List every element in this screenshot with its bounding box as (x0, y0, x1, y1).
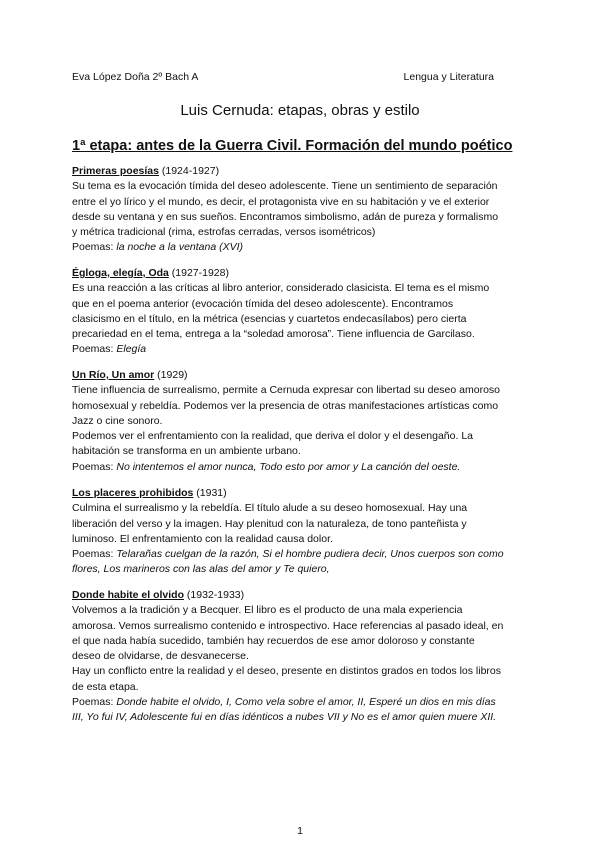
poems-label: Poemas: (72, 460, 117, 473)
work-block-egloga (72, 266, 504, 358)
work-block-placeres (72, 486, 504, 578)
work-paragraph: Su tema es la evocación tímida del deseo adolescente. Tiene un sentimiento de separación entre el yo lírico y el mundo, es decir, el protagonista vive en su habitación y ve el exterior desde su ventana y en sus sueños. Encontramos simbolismo, adán de pureza y formalismo y métrica tradicional (rima, estrofas cerradas, versos isométricos) (72, 180, 499, 239)
work-title: Égloga, elegía, Oda (72, 267, 169, 279)
work-years: (1932-1933) (184, 589, 245, 601)
work-poems (72, 547, 504, 578)
work-title: Un Río, Un amor (72, 369, 155, 381)
header-author: Eva López Doña 2º Bach A (72, 71, 199, 83)
poems-label: Poemas: (72, 548, 117, 561)
work-paragraph: Tiene influencia de surrealismo, permite a Cernuda expresar con libertad su deseo amoroso homosexual y rebeldía. Podemos ver la presencia de otras manifestaciones artísticas como Jazz o cine sonoro. (72, 384, 501, 427)
page-number: 1 (297, 825, 303, 837)
document-title: Luis Cernuda: etapas, obras y estilo (180, 102, 420, 119)
poems-list: Telarañas cuelgan de la razón, Si el hombre pudiera decir, Unos cuerpos son como flores, Los marineros con las alas del amor y Te quiero, (72, 548, 504, 576)
work-block-donde-habite (72, 588, 504, 726)
work-paragraph: Volvemos a la tradición y a Becquer. El libro es el producto de una mala experiencia amorosa. Vemos surrealismo contenido e introspectivo. Hace referencias al pasado ideal, en el que nada había sucedido, también hay recuerdos de ese amor doloroso y constante deseo de olvidarse, de desvanecerse. (72, 604, 504, 663)
poems-label: Poemas: (72, 696, 117, 709)
page-header (72, 71, 494, 85)
work-years: (1927-1928) (168, 267, 229, 279)
header-subject: Lengua y Literatura (403, 71, 494, 83)
work-paragraph: Culmina el surrealismo y la rebeldía. El título alude a su deseo homosexual. Hay una liberación del verso y la imagen. Hay plenitud con la naturaleza, de tono panteñista y luminoso. El enfrentamiento con la realidad causa dolor. (72, 502, 468, 545)
work-block-primeras-poesias (72, 164, 504, 256)
work-poems (72, 240, 504, 255)
work-years: (1924-1927) (158, 165, 220, 177)
work-poems (72, 695, 504, 726)
poems-list: Elegía (116, 343, 147, 356)
poems-label: Poemas: (72, 343, 117, 356)
work-paragraph: Podemos ver el enfrentamiento con la realidad, que deriva el dolor y el desengaño. La habitación se transforma en un ambiente urbano. (72, 430, 474, 458)
poems-label: Poemas: (72, 241, 117, 254)
section-heading: 1ª etapa: antes de la Guerra Civil. Formación del mundo poético (72, 138, 513, 154)
work-poems (72, 342, 504, 357)
poems-list: No intentemos el amor nunca, Todo esto por amor y La canción del oeste. (116, 460, 461, 473)
work-title: Primeras poesías (72, 165, 159, 177)
work-block-un-rio (72, 368, 504, 475)
work-paragraph: Es una reacción a las críticas al libro anterior, considerado clasicista. El tema es el mismo que en el poema anterior (evocación tímida del deseo adolescente). Encontramos clasicismo en el título, en la métrica (esencias y cuartetos endecasílabos) pero cierta precariedad en el tema, entrega a la “soledad amorosa”. Tiene influencia de Garcilaso. (72, 282, 490, 341)
work-paragraph: Hay un conflicto entre la realidad y el deseo, presente en distintos grados en todos los libros de esta etapa. (72, 665, 502, 693)
work-title: Los placeres prohibidos (72, 487, 194, 499)
work-title: Donde habite el olvido (72, 589, 185, 601)
work-years: (1929) (154, 369, 188, 381)
work-years: (1931) (193, 487, 227, 499)
work-poems (72, 460, 504, 475)
poems-list: Donde habite el olvido, I, Como vela sobre el amor, II, Esperé un dios en mis días III, Yo fui IV, Adolescente fui en días idénticos a nubes VII y No es el amor quien muere XII. (72, 696, 497, 724)
poems-list: la noche a la ventana (XVI) (116, 241, 244, 254)
